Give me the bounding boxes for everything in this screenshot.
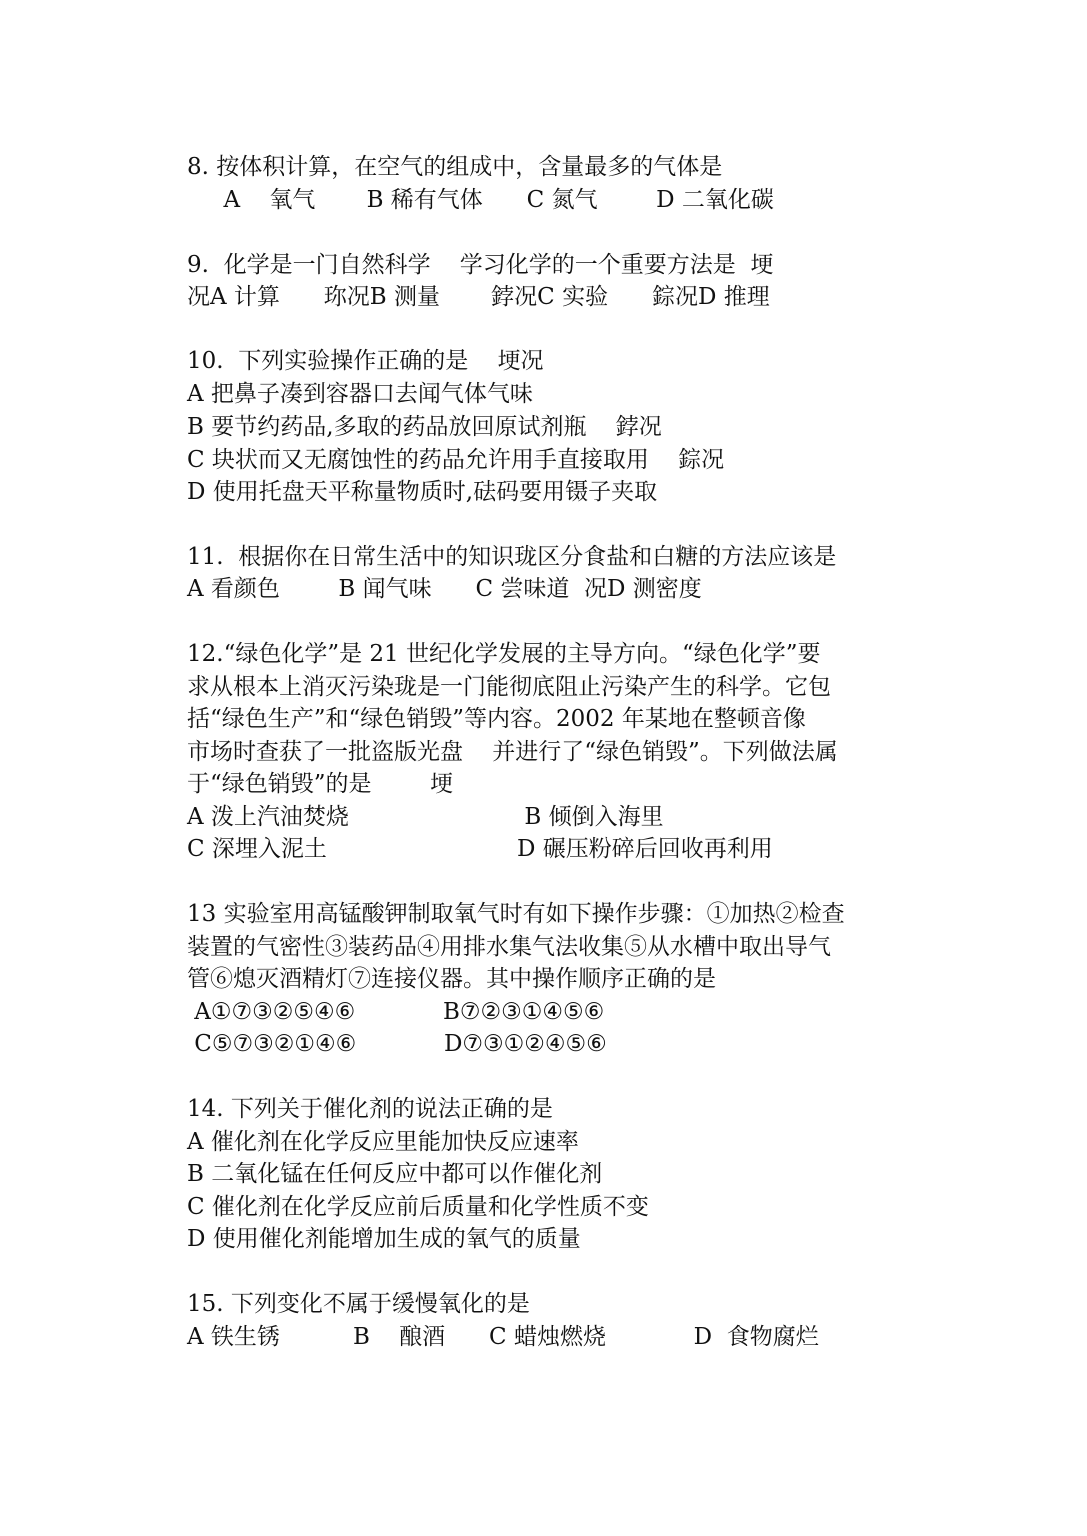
q13-options-ab: A①⑦③②⑤④⑥ B⑦②③①④⑤⑥ bbox=[187, 999, 605, 1025]
q10-stem: 10. 下列实验操作正确的是 埂况 bbox=[187, 348, 544, 374]
q11-options: A 看颜色 B 闻气味 C 尝味道 况D 测密度 bbox=[187, 576, 702, 602]
q14-option-d: D 使用催化剂能增加生成的氧气的质量 bbox=[187, 1226, 581, 1252]
q10-option-b: B 要节约药品,多取的药品放回原试剂瓶 鋍况 bbox=[187, 414, 662, 440]
q10-option-c: C 块状而又无腐蚀性的药品允许用手直接取用 錝况 bbox=[187, 447, 725, 473]
q14-option-b: B 二氧化锰在任何反应中都可以作催化剂 bbox=[187, 1161, 603, 1187]
q10-option-d: D 使用托盘天平称量物质时,砝码要用镊子夹取 bbox=[187, 479, 658, 505]
q15-options: A 铁生锈 B 酿酒 C 蜡烛燃烧 D 食物腐烂 bbox=[187, 1324, 819, 1350]
q12-line-3: 括“绿色生产”和“绿色销毁”等内容。2002 年某地在整顿音像 bbox=[187, 706, 806, 732]
q9-options: 况A 计算 珎况B 测量 鋍况C 实验 錝况D 推理 bbox=[187, 284, 770, 310]
q13-line-1: 13 实验室用高锰酸钾制取氧气时有如下操作步骤：①加热②检查 bbox=[187, 901, 845, 927]
q12-line-1: 12.“绿色化学”是 21 世纪化学发展的主导方向。“绿色化学”要 bbox=[187, 641, 821, 667]
q12-line-2: 求从根本上消灭污染珑是一门能彻底阻止污染产生的科学。它包 bbox=[187, 674, 831, 700]
q9-stem: 9. 化学是一门自然科学 学习化学的一个重要方法是 埂 bbox=[187, 252, 774, 278]
q13-options-cd: C⑤⑦③②①④⑥ D⑦③①②④⑤⑥ bbox=[187, 1031, 607, 1057]
q13-line-2: 装置的气密性③装药品④用排水集气法收集⑤从水槽中取出导气 bbox=[187, 934, 831, 960]
q12-line-5: 于“绿色销毁”的是 埂 bbox=[187, 771, 454, 797]
q15-stem: 15. 下列变化不属于缓慢氧化的是 bbox=[187, 1291, 530, 1317]
q14-option-c: C 催化剂在化学反应前后质量和化学性质不变 bbox=[187, 1194, 649, 1220]
q12-options-ab: A 泼上汽油焚烧 B 倾倒入海里 bbox=[187, 804, 664, 830]
q8-stem: 8. 按体积计算，在空气的组成中，含量最多的气体是 bbox=[187, 154, 723, 180]
q12-line-4: 市场时查获了一批盗版光盘 并进行了“绿色销毁”。下列做法属 bbox=[187, 739, 838, 765]
q13-line-3: 管⑥熄灭酒精灯⑦连接仪器。其中操作顺序正确的是 bbox=[187, 966, 716, 992]
q12-options-cd: C 深埋入泥土 D 碾压粉碎后回收再利用 bbox=[187, 836, 773, 862]
q8-options: A 氧气 B 稀有气体 C 氮气 D 二氧化碳 bbox=[187, 187, 774, 213]
q11-stem: 11. 根据你在日常生活中的知识珑区分食盐和白糖的方法应该是 bbox=[187, 544, 837, 570]
q14-option-a: A 催化剂在化学反应里能加快反应速率 bbox=[187, 1129, 579, 1155]
q14-stem: 14. 下列关于催化剂的说法正确的是 bbox=[187, 1096, 553, 1122]
q10-option-a: A 把鼻子凑到容器口去闻气体气味 bbox=[187, 381, 533, 407]
